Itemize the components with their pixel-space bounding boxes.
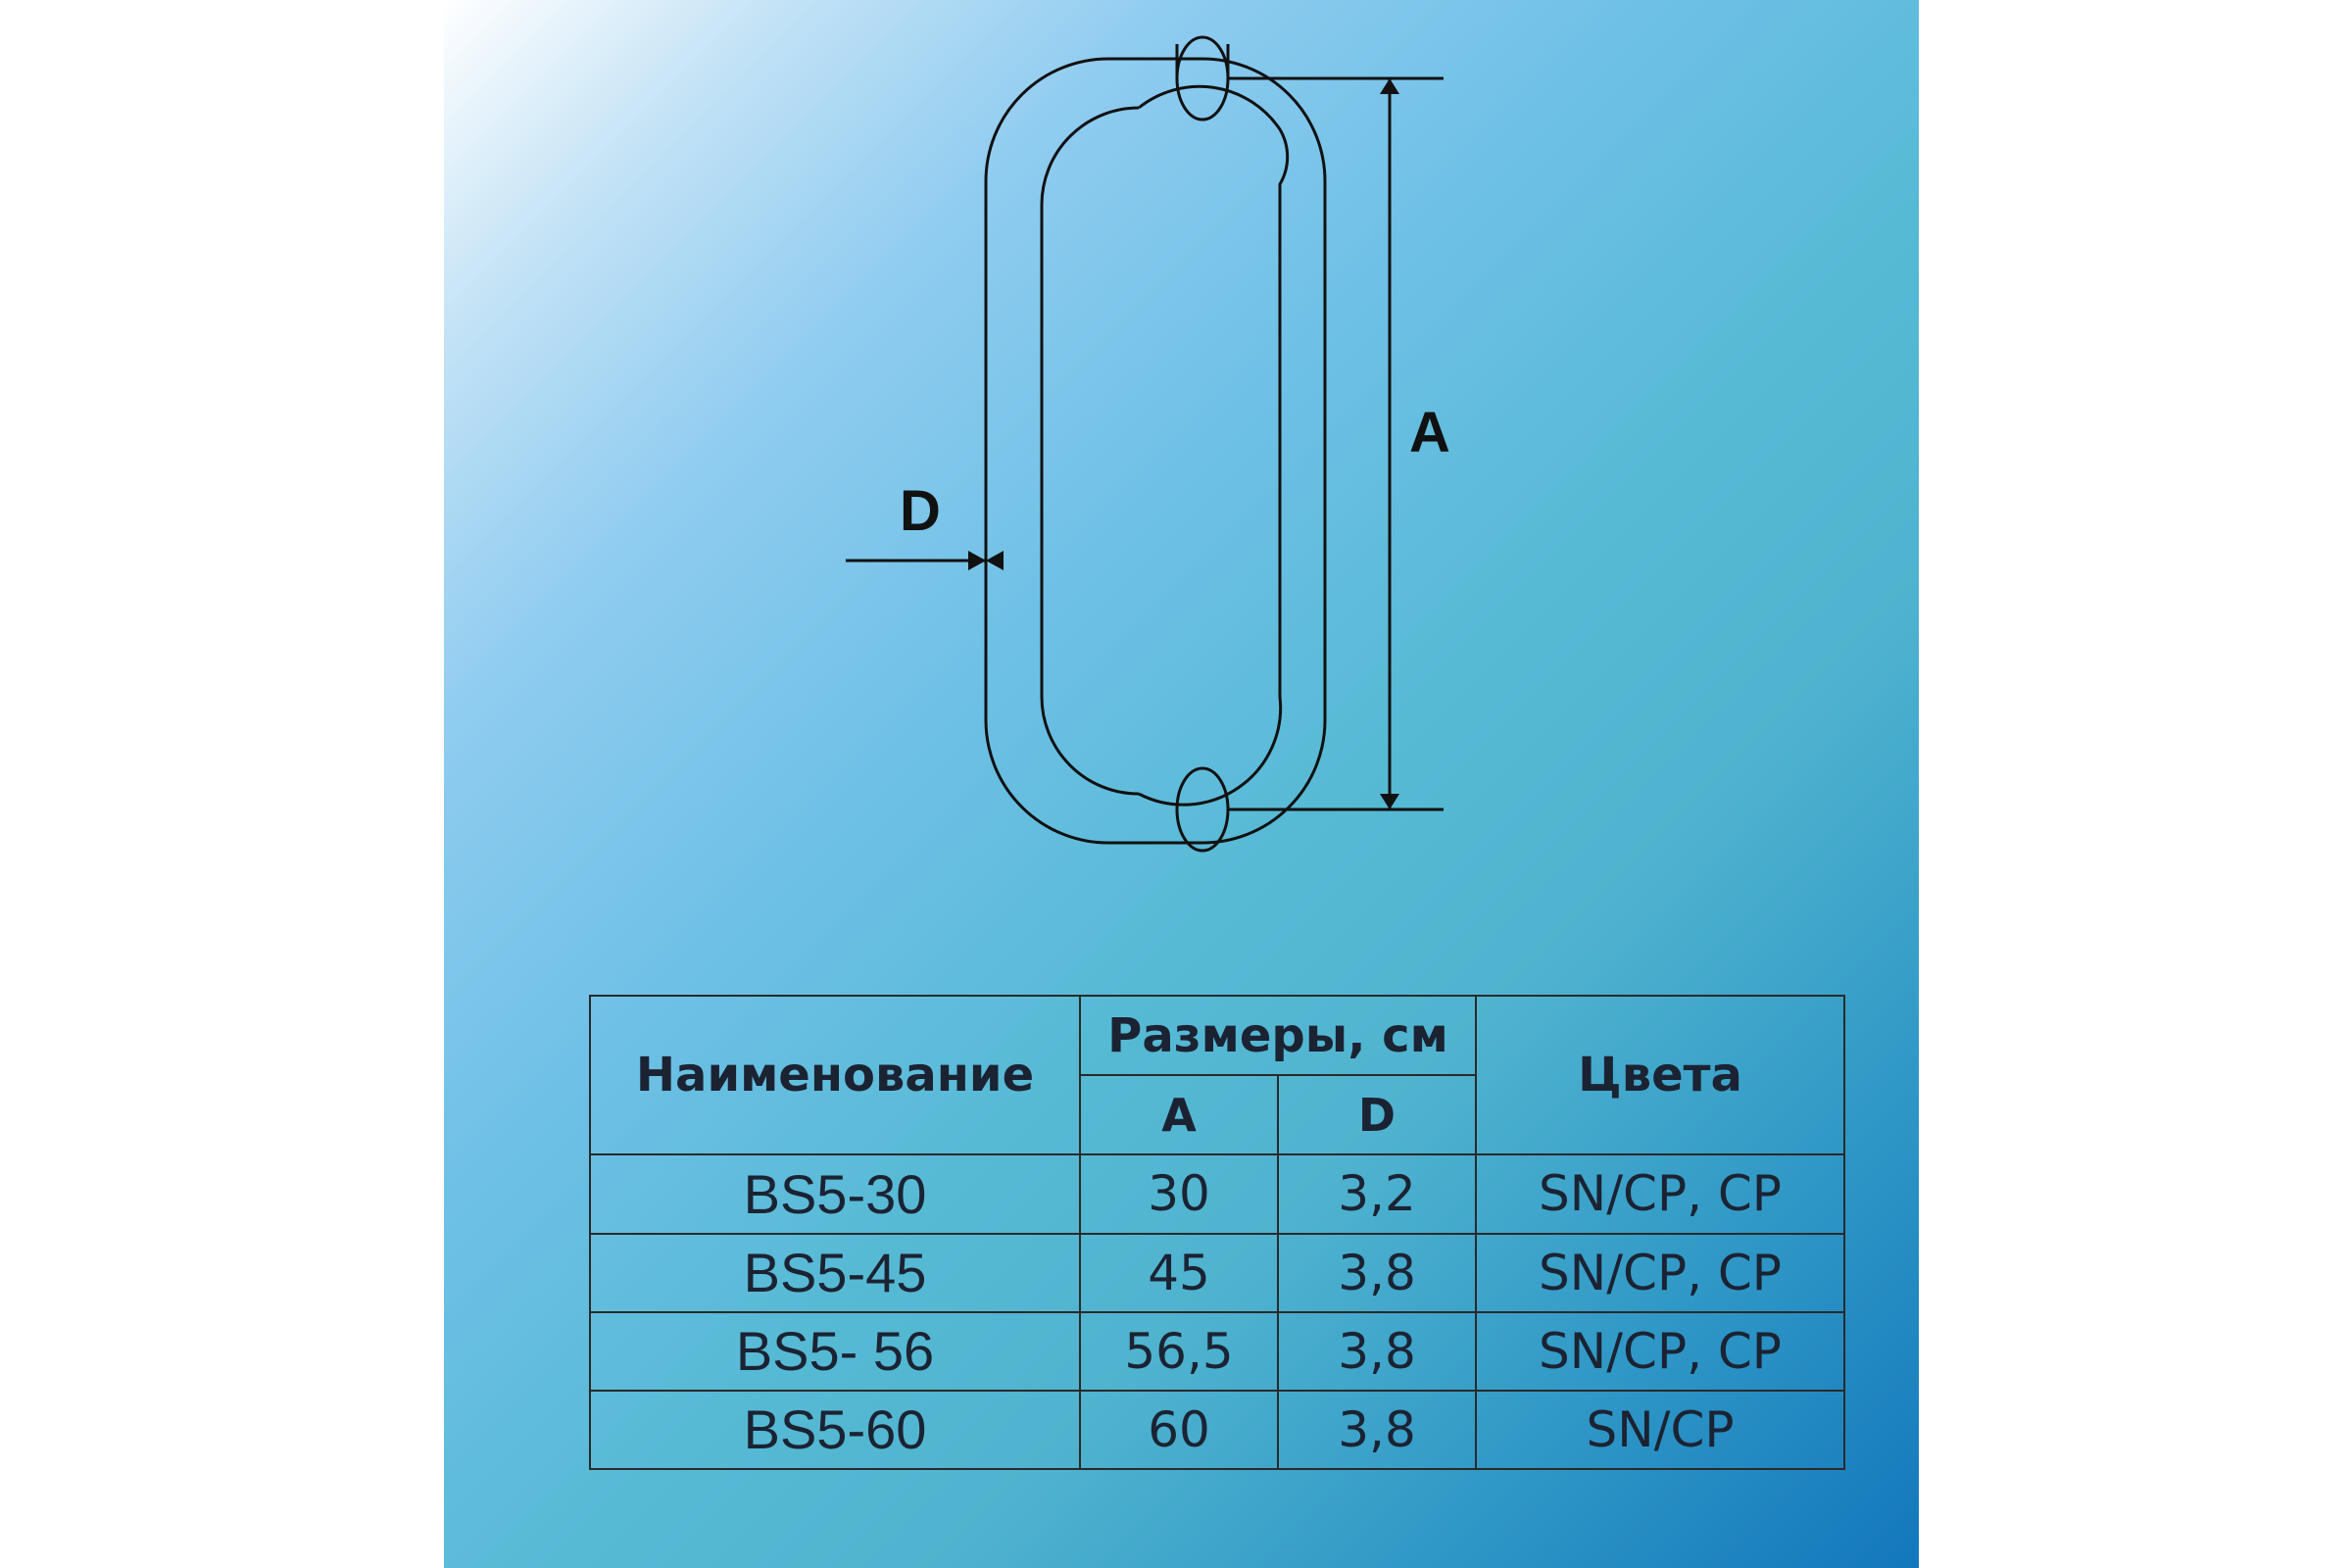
header-size-a: A	[1080, 1075, 1278, 1154]
dimension-d-arrow-left	[968, 551, 986, 570]
handle-inner-outline	[1042, 108, 1139, 794]
table-row	[590, 1391, 1844, 1469]
row-colors: SN/CP, CP	[1476, 1312, 1844, 1391]
spec-table	[589, 995, 1845, 1470]
dimension-d-label: D	[900, 479, 941, 543]
row-colors: SN/CP, CP	[1476, 1234, 1844, 1312]
table-row	[590, 1234, 1844, 1312]
header-name: Наименование	[590, 996, 1080, 1154]
dimension-a-arrow-top	[1380, 78, 1399, 94]
row-size-a: 45	[1080, 1234, 1278, 1312]
row-name: BS5- 56	[590, 1312, 1080, 1391]
handle-inner-right	[1139, 86, 1288, 805]
table-header-row	[590, 996, 1844, 1075]
handle-outer-right	[1202, 59, 1325, 843]
dimension-a-label: A	[1409, 401, 1450, 465]
handle-outer-outline	[986, 59, 1202, 843]
row-size-a: 30	[1080, 1154, 1278, 1233]
row-size-d: 3,8	[1278, 1234, 1476, 1312]
handle-drawing	[444, 0, 1919, 941]
header-size-d: D	[1278, 1075, 1476, 1154]
row-colors: SN/CP, CP	[1476, 1154, 1844, 1233]
row-colors: SN/CP	[1476, 1391, 1844, 1469]
row-size-d: 3,8	[1278, 1312, 1476, 1391]
row-name: BS5-30	[590, 1154, 1080, 1233]
header-sizes: Размеры, см	[1080, 996, 1476, 1075]
top-post	[1177, 37, 1444, 120]
product-spec-panel	[444, 0, 1919, 1568]
row-size-a: 60	[1080, 1391, 1278, 1469]
row-name: BS5-60	[590, 1391, 1080, 1469]
table-row	[590, 1154, 1844, 1233]
dimension-a-arrow-bottom	[1380, 794, 1399, 809]
dimension-d-arrow-right	[986, 551, 1004, 570]
table-row	[590, 1312, 1844, 1391]
row-size-d: 3,8	[1278, 1391, 1476, 1469]
header-colors: Цвета	[1476, 996, 1844, 1154]
row-size-a: 56,5	[1080, 1312, 1278, 1391]
row-size-d: 3,2	[1278, 1154, 1476, 1233]
row-name: BS5-45	[590, 1234, 1080, 1312]
